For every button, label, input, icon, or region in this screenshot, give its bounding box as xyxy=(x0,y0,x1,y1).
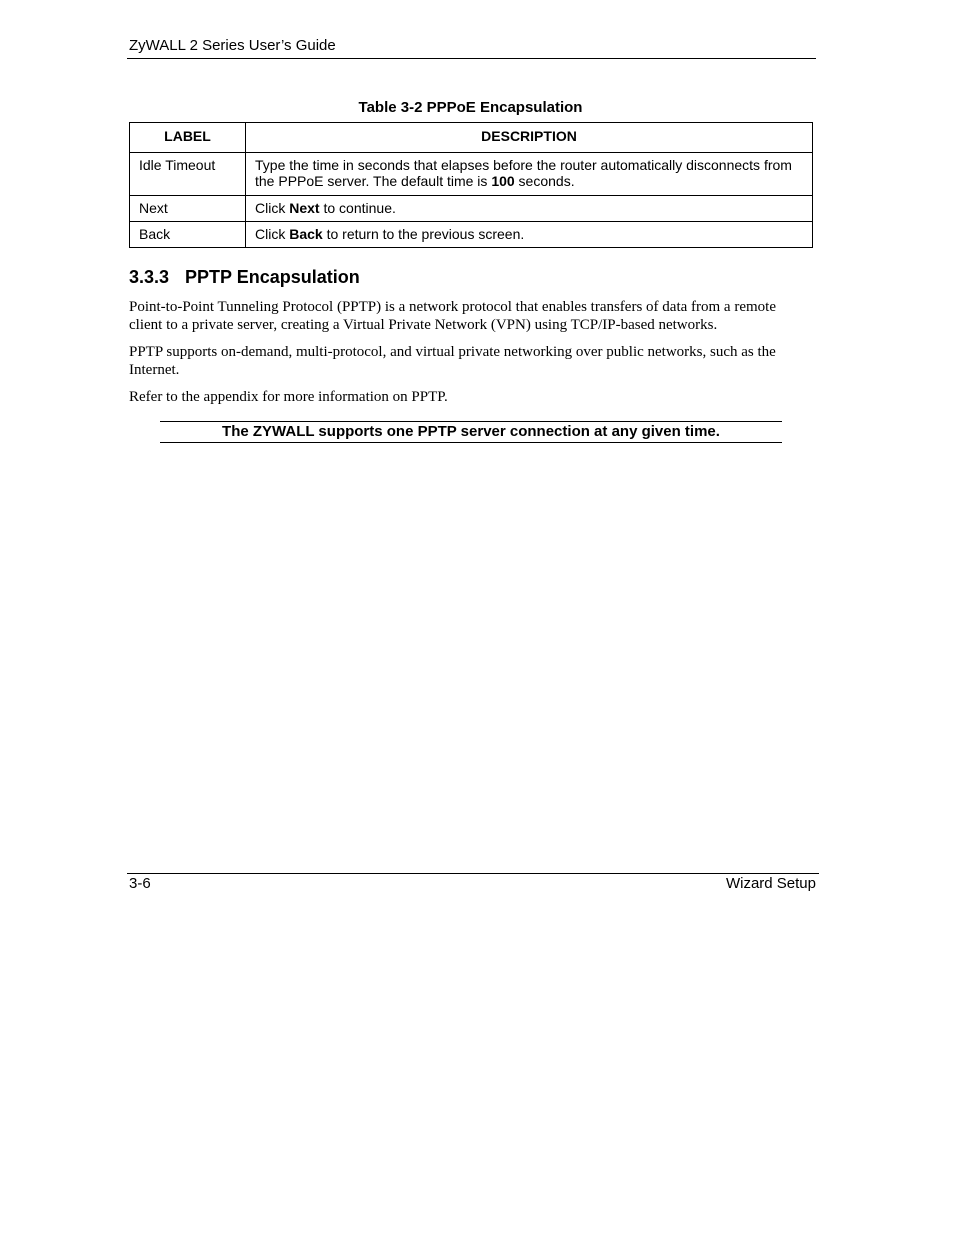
page-number: 3-6 xyxy=(129,875,151,892)
pppoe-encapsulation-table xyxy=(129,122,813,248)
description-text: Type the time in seconds that elapses before the router automatically disconnects from the PPPoE server. The default time is xyxy=(255,157,792,189)
body-paragraph: Refer to the appendix for more information on PPTP. xyxy=(129,389,448,405)
row-description xyxy=(246,222,813,248)
row-label: Back xyxy=(130,222,246,248)
running-header: ZyWALL 2 Series User’s Guide xyxy=(129,37,336,54)
row-label: Idle Timeout xyxy=(130,153,246,196)
description-text: Click xyxy=(255,226,290,242)
chapter-name: Wizard Setup xyxy=(725,875,816,892)
header-rule xyxy=(127,58,816,59)
body-paragraph: Point-to-Point Tunneling Protocol (PPTP) is a network protocol that enables transfers of data from a remote client to a private server, creating a Virtual Private Network (VPN) using TCP/IP-based networks. xyxy=(129,299,776,333)
description-bold: Back xyxy=(289,226,323,242)
row-label: Next xyxy=(130,196,246,222)
column-header-label: LABEL xyxy=(130,123,246,153)
row-description xyxy=(246,196,813,222)
column-header-description: DESCRIPTION xyxy=(246,123,813,153)
table-row xyxy=(130,153,813,196)
description-text: to return to the previous screen. xyxy=(322,226,525,242)
description-text: seconds. xyxy=(514,173,575,189)
section-title: PPTP Encapsulation xyxy=(185,267,360,287)
table-row xyxy=(130,222,813,248)
footer-rule xyxy=(127,873,819,874)
section-heading xyxy=(129,267,360,288)
description-text: to continue. xyxy=(319,200,396,216)
description-bold: 100 xyxy=(491,173,515,189)
note-box: The ZYWALL supports one PPTP server connection at any given time. xyxy=(160,421,782,443)
description-text: Click xyxy=(255,200,290,216)
row-description xyxy=(246,153,813,196)
description-bold: Next xyxy=(289,200,320,216)
table-row xyxy=(130,196,813,222)
table-header-row xyxy=(130,123,813,153)
table-caption: Table 3-2 PPPoE Encapsulation xyxy=(358,99,583,116)
body-paragraph: PPTP supports on-demand, multi-protocol, and virtual private networking over public networks, such as the Internet. xyxy=(129,344,776,378)
section-number: 3.3.3 xyxy=(129,267,170,287)
